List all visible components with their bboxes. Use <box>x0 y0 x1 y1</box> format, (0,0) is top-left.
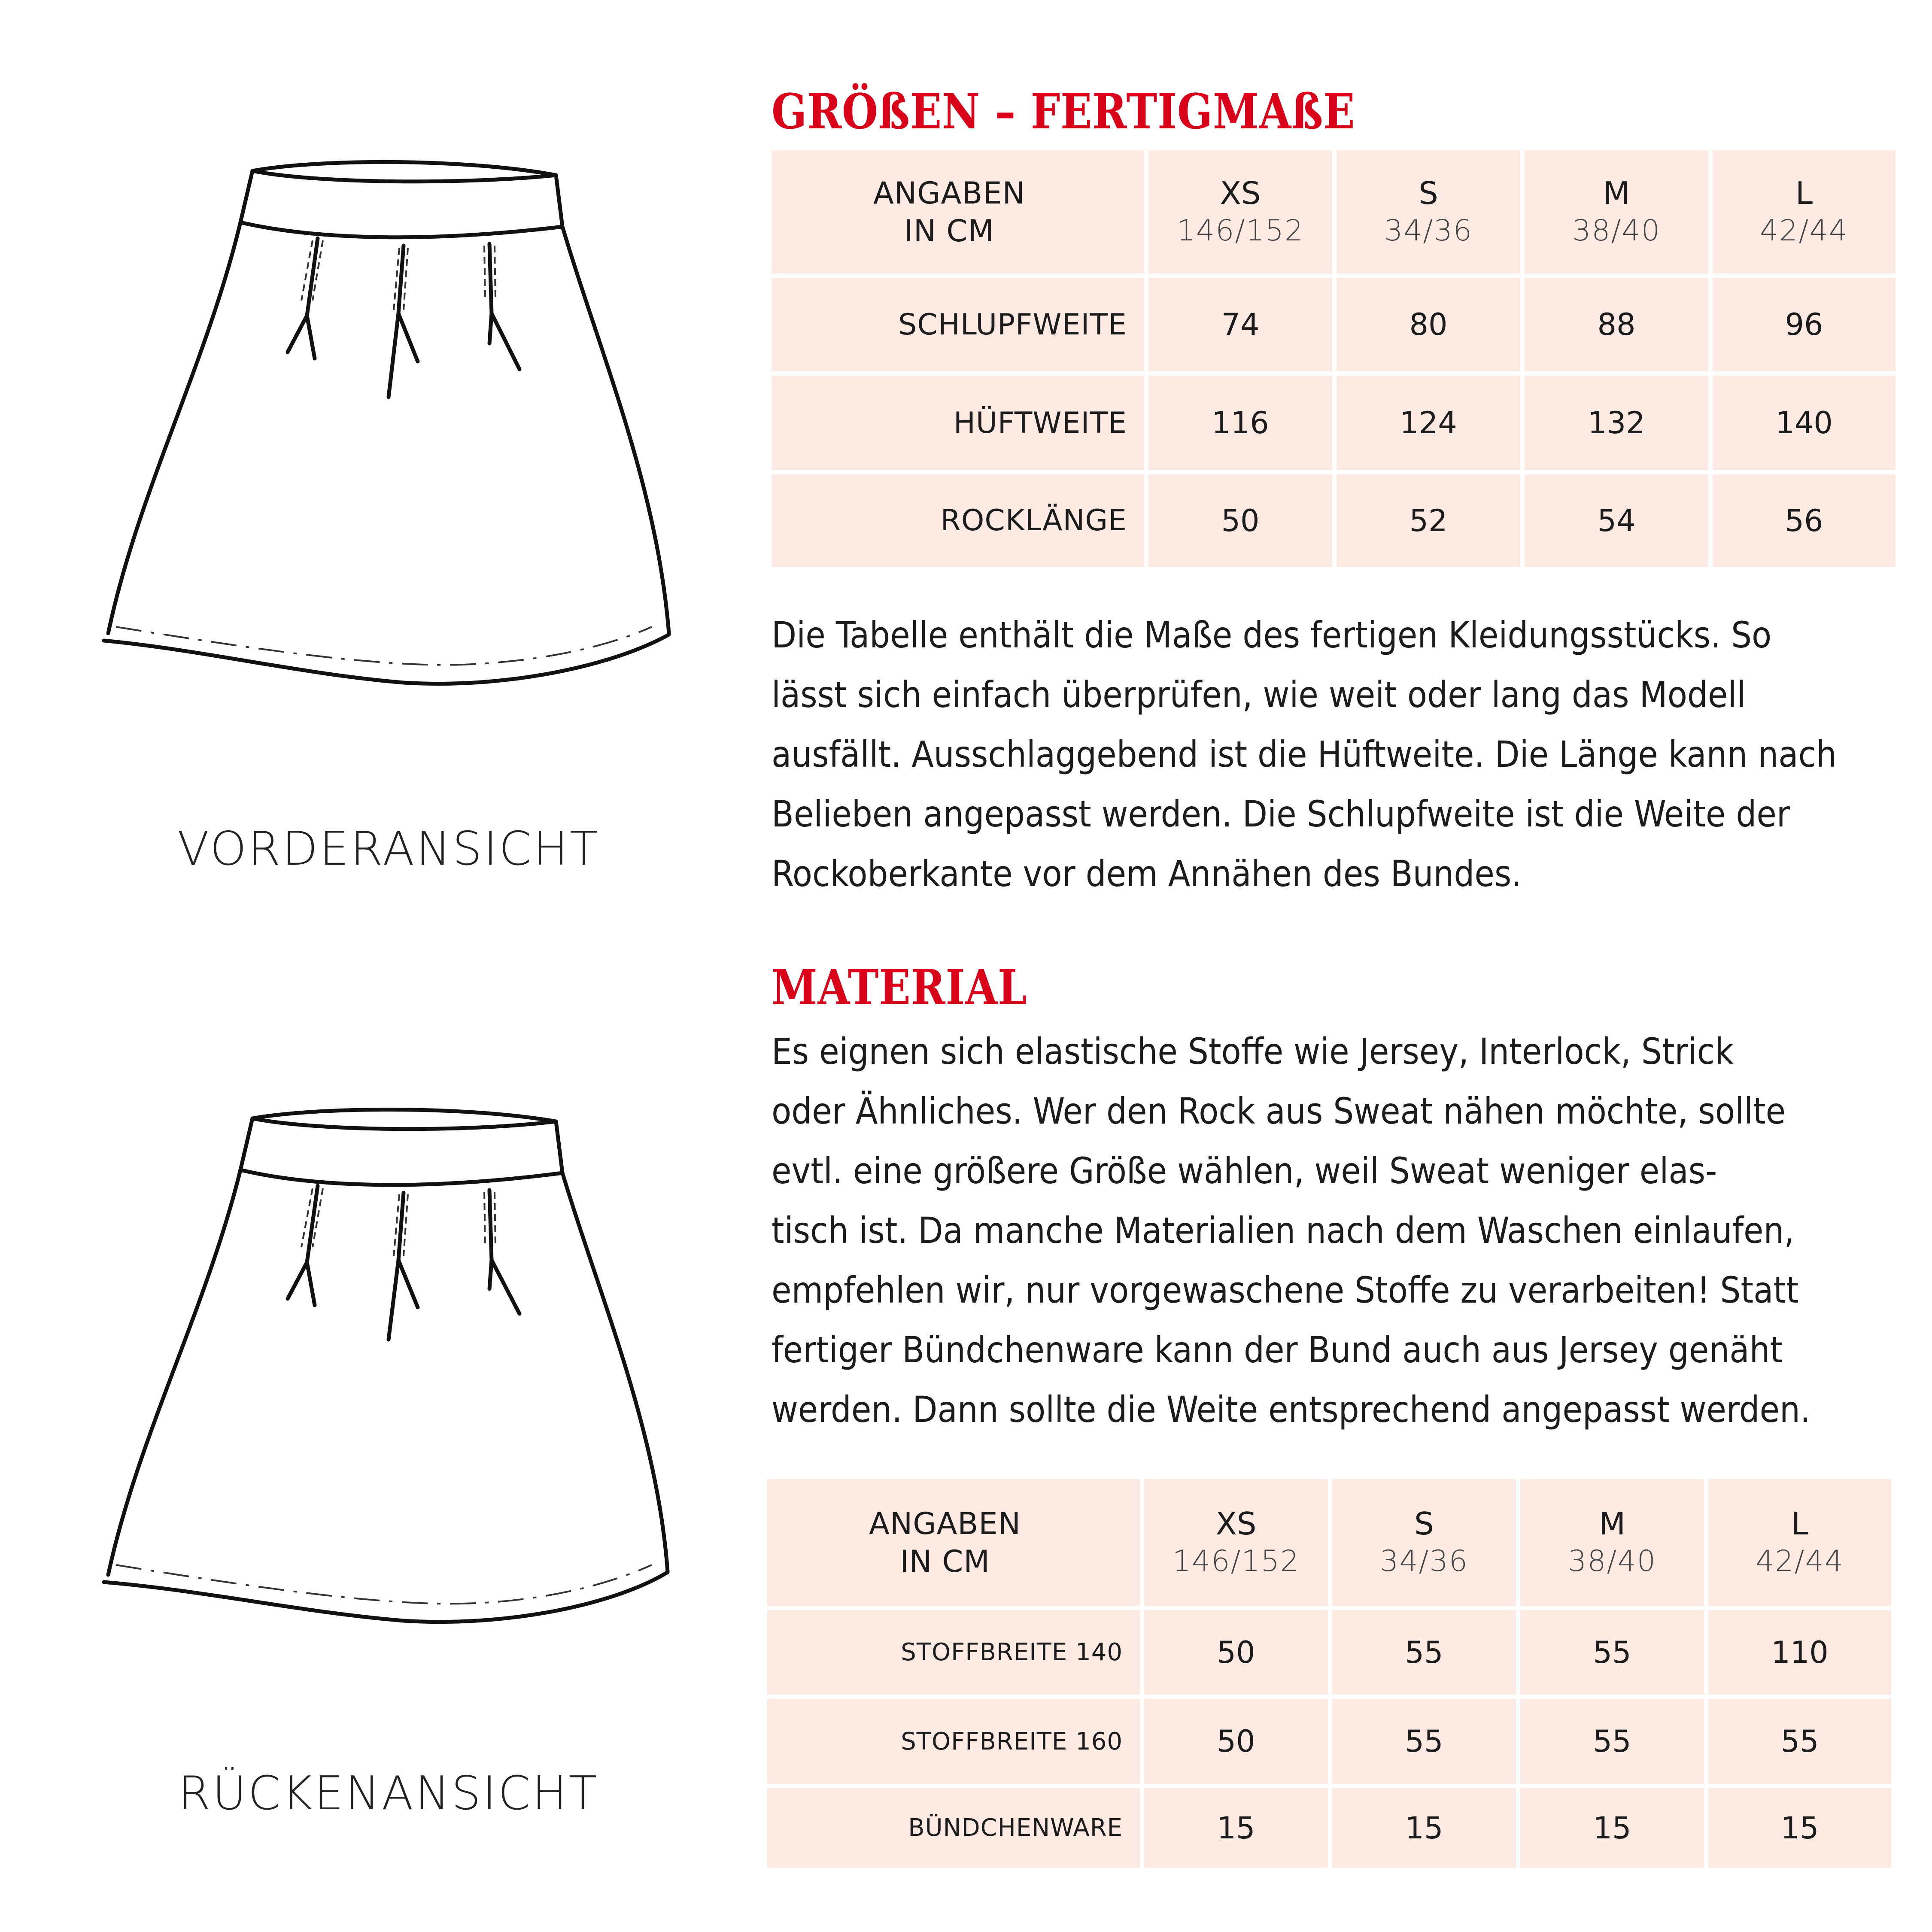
table-cell: 15 <box>1144 1788 1328 1868</box>
table-cell: 140 <box>1713 376 1896 470</box>
material-description <box>772 1022 1914 1440</box>
size-range: 34/36 <box>1384 213 1473 248</box>
table-header-units <box>767 1479 1140 1606</box>
column-header-m <box>1520 1479 1704 1606</box>
material-heading: MATERIAL <box>772 960 1027 1016</box>
column-header-s <box>1337 150 1520 273</box>
units-label-line1: ANGABEN <box>873 175 1025 211</box>
skirt-back-illustration <box>77 1095 700 1782</box>
units-label-line2: IN CM <box>900 1543 990 1579</box>
size-code: M <box>1598 1505 1626 1542</box>
size-code: L <box>1791 1505 1809 1542</box>
text-line: oder Ähnliches. Wer den Rock aus Sweat nähen möchte, sollte <box>772 1090 1786 1132</box>
table-cell: 50 <box>1144 1699 1328 1784</box>
table-cell: 124 <box>1337 376 1520 470</box>
row-label-buendchenware: BÜNDCHENWARE <box>767 1788 1140 1868</box>
table-cell: 52 <box>1337 474 1520 567</box>
table-cell: 55 <box>1332 1699 1516 1784</box>
row-label-schlupfweite: SCHLUPFWEITE <box>772 278 1144 371</box>
table-cell: 55 <box>1520 1699 1704 1784</box>
text-line: Belieben angepasst werden. Die Schlupfweite ist die Weite der <box>772 793 1790 835</box>
back-view-label: RÜCKENANSICHT <box>178 1767 599 1820</box>
text-line: evtl. eine größere Größe wählen, weil Sweat weniger elas- <box>772 1150 1717 1192</box>
table-cell: 55 <box>1520 1610 1704 1695</box>
front-view-drawing <box>77 150 700 902</box>
front-view-label: VORDERANSICHT <box>177 822 600 876</box>
text-line: ausfällt. Ausschlaggebend ist die Hüftweite. Die Länge kann nach <box>772 733 1837 775</box>
table-cell: 116 <box>1148 376 1332 470</box>
size-code: XS <box>1215 1505 1257 1542</box>
table-cell: 50 <box>1144 1610 1328 1695</box>
text-line: Die Tabelle enthält die Maße des fertigen Kleidungsstücks. So <box>772 614 1772 656</box>
skirt-front-illustration <box>77 150 700 837</box>
units-label-line1: ANGABEN <box>869 1506 1021 1541</box>
table-cell: 55 <box>1332 1610 1516 1695</box>
size-code: L <box>1795 175 1813 211</box>
column-header-xs <box>1148 150 1332 273</box>
table-cell: 15 <box>1332 1788 1516 1868</box>
text-line: empfehlen wir, nur vorgewaschene Stoffe zu verarbeiten! Statt <box>772 1269 1799 1311</box>
column-header-l <box>1708 1479 1891 1606</box>
row-label-hueftweite: HÜFTWEITE <box>772 376 1144 470</box>
size-code: S <box>1414 1505 1434 1542</box>
size-range: 146/152 <box>1172 1544 1300 1578</box>
size-range: 34/36 <box>1380 1544 1468 1578</box>
size-code: XS <box>1220 175 1261 211</box>
table-cell: 56 <box>1713 474 1896 567</box>
table-cell: 132 <box>1525 376 1708 470</box>
size-code: S <box>1419 175 1438 211</box>
table-cell: 80 <box>1337 278 1520 371</box>
table-header-units <box>772 150 1144 273</box>
column-header-s <box>1332 1479 1516 1606</box>
text-line: Es eignen sich elastische Stoffe wie Jersey, Interlock, Strick <box>772 1030 1734 1072</box>
text-line: werden. Dann sollte die Weite entsprechend angepasst werden. <box>772 1388 1810 1431</box>
table-cell: 110 <box>1708 1610 1891 1695</box>
size-code: M <box>1603 175 1630 211</box>
column-header-l <box>1713 150 1896 273</box>
table-cell: 54 <box>1525 474 1708 567</box>
table-cell: 74 <box>1148 278 1332 371</box>
row-label-stoffbreite-160: STOFFBREITE 160 <box>767 1699 1140 1784</box>
sizes-heading: GRÖßEN – FERTIGMAßE <box>772 84 1355 140</box>
table-cell: 15 <box>1520 1788 1704 1868</box>
size-range: 38/40 <box>1572 213 1661 248</box>
back-view-drawing <box>77 1095 700 1868</box>
row-label-rocklaenge: ROCKLÄNGE <box>772 474 1144 567</box>
table-cell: 96 <box>1713 278 1896 371</box>
column-header-m <box>1525 150 1708 273</box>
units-label-line2: IN CM <box>904 213 994 249</box>
text-line: Rockoberkante vor dem Annähen des Bundes. <box>772 853 1522 895</box>
table-cell: 15 <box>1708 1788 1891 1868</box>
text-line: fertiger Bündchenware kann der Bund auch aus Jersey genäht <box>772 1329 1783 1371</box>
table-cell: 55 <box>1708 1699 1891 1784</box>
size-range: 42/44 <box>1760 213 1848 248</box>
table-cell: 50 <box>1148 474 1332 567</box>
column-header-xs <box>1144 1479 1328 1606</box>
size-range: 146/152 <box>1176 213 1304 248</box>
size-range: 38/40 <box>1568 1544 1656 1578</box>
table-cell: 88 <box>1525 278 1708 371</box>
text-line: lässt sich einfach überprüfen, wie weit oder lang das Modell <box>772 674 1746 716</box>
size-range: 42/44 <box>1756 1544 1844 1578</box>
fabric-requirements-table <box>767 1479 1891 1868</box>
finished-measurements-table <box>772 150 1896 567</box>
row-label-stoffbreite-140: STOFFBREITE 140 <box>767 1610 1140 1695</box>
text-line: tisch ist. Da manche Materialien nach dem Waschen einlaufen, <box>772 1209 1795 1252</box>
sizes-description <box>772 605 1914 904</box>
